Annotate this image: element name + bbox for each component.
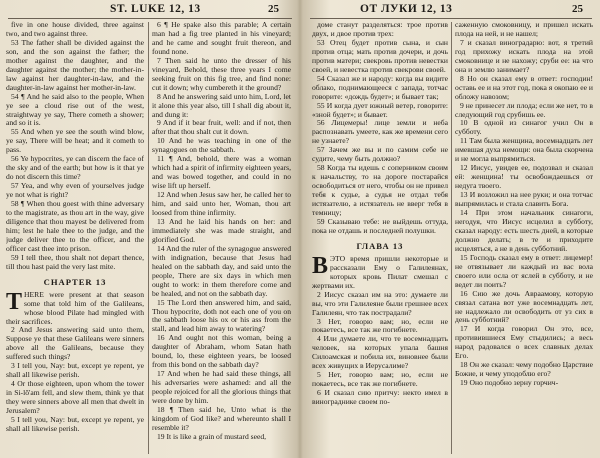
drop-cap: T [6, 288, 23, 315]
verse: 11 Там была женщина, восемнадцать лет имевшая духа немощи: она была скорчена и не могла выпрямиться. [455, 136, 593, 164]
verse: 14 При этом начальник синагоги, негодуя, что Иисус исцелил в субботу, сказал народу: есть шесть дней, в которые должно делать; в те и приходите исцеляться, а не в день субботний. [455, 208, 593, 253]
verse: 13 And he laid his hands on her: and immediately she was made straight, and glorified God. [152, 216, 291, 244]
verse: 56 Лицемеры! лице земли и неба распознавать умеете, как же времени сего не узнаете? [312, 118, 448, 146]
verse: 9 не принесет ли плода; если же нет, то в следующий год срубишь ее. [455, 100, 593, 119]
right-page [300, 0, 600, 458]
verse: 17 И когда говорил Он это, все, противившиеся Ему стыдились; а весь народ радовался о всех славных делах Его. [455, 324, 593, 361]
column-divider [451, 22, 452, 454]
verse: 55 And when ye see the south wind blow, ye say, There will be heat; and it cometh to pass. [6, 127, 144, 155]
running-header: ST. LUKE 12, 13 [110, 3, 201, 15]
column-divider [148, 22, 149, 454]
chapter-heading: ГЛАВА 13 [356, 240, 404, 251]
verse: 4 Or those eighteen, upon whom the tower in Si-lō'am fell, and slew them, think ye that they were sinners above all men that dwelt in Jerusalem? [6, 379, 144, 416]
verse: 2 Иисус сказал им на это: думаете ли вы, что эти Галилеяне были грешнее всех Галилеян, что так пострадали? [312, 289, 448, 317]
verse: 9 And if it bear fruit, well: and if not, then after that thou shalt cut it down. [152, 118, 291, 137]
verse: 58 ¶ When thou goest with thine adversary to the magistrate, as thou art in the way, give diligence that thou mayest be delivered from him; lest he hale thee to the judge, and the judge deliver thee to the officer, and the officer cast thee into prison. [6, 199, 144, 253]
verse-first [6, 288, 144, 327]
verse: 5 Нет, говорю вам; но, если не покаетесь, все так же погибнете. [312, 370, 448, 389]
verse: 3 I tell you, Nay: but, except ye repent, ye shall all likewise perish. [6, 361, 144, 380]
verse: 7 и сказал виноградарю: вот, я третий год прихожу искать плода на этой смоковнице и не нахожу; сруби ее: на что она и землю занимает? [455, 37, 593, 74]
verse: 59 I tell thee, thou shalt not depart thence, till thou hast paid the very last mite. [6, 252, 144, 271]
verse: 7 Then said he unto the dresser of his vineyard, Behold, these three years I come seeking fruit on this fig tree, and find none: cut it down; why cumbereth it the ground? [152, 55, 291, 92]
verse: 55 И когда дует южный ветер, говорите: «зной будет»; и бывает. [312, 100, 448, 119]
right-column-1 [312, 21, 448, 458]
right-column-2 [455, 21, 593, 458]
verse: 15 Господь сказал ему в ответ: лицемер! не отвязывает ли каждый из вас вола своего или осла от яслей в субботу, и не ведет ли поить? [455, 252, 593, 289]
verse: 59 Сказываю тебе: не выйдешь оттуда, пока не отдашь и последней полушки. [312, 216, 448, 235]
verse: 2 And Jesus answering said unto them, Suppose ye that these Galileans were sinners above all the Galileans, because they suffered such things? [6, 325, 144, 362]
verse: 16 And ought not this woman, being a daughter of Abraham, whom Satan hath bound, lo, these eighteen years, be loosed from this bond on the sabbath day? [152, 333, 291, 370]
verse: 14 And the ruler of the synagogue answered with indignation, because that Jesus had healed on the sabbath day, and said unto the people, There are six days in which men ought to work: in them therefore come and be healed, and not on the sabbath day. [152, 243, 291, 298]
verse: 19 Оно подобно зерну горчич- [460, 378, 559, 388]
verse: 15 The Lord then answered him, and said, Thou hypocrite, doth not each one of you on the sabbath loose his ox or his ass from the stall, and lead him away to watering? [152, 297, 291, 334]
verse: 16 Сию же дочь Авраамову, которую связал сатана вот уже восемнадцать лет, не надлежало ли освободить от уз сих в день субботний? [455, 288, 593, 325]
verse: 10 В одной из синагог учил Он в субботу. [455, 118, 593, 137]
verse: 53 The father shall be divided against the son, and the son against the father; the mother against the daughter, and the daughter against the mother; the mother-in-law against her daughter-in-law, and the daughter-in-law against her mother-in-law. [6, 37, 144, 92]
verse: 56 Ye hypocrites, ye can discern the face of the sky and of the earth; but how is it that ye do not discern this time? [6, 154, 144, 182]
verse: 6 ¶ He spake also this parable; A certain man had a fig tree planted in his vineyard; and he came and sought fruit thereon, and found none. [152, 21, 291, 56]
verse: 5 I tell you, Nay: but, except ye repent, ye shall all likewise perish. [6, 414, 144, 433]
verse: 58 Когда ты идешь с соперником своим к начальству, то на дороге постарайся освободиться от него, чтобы он не привел тебя к судье, а судья не отдал тебя истязателю, а истязатель не вверг тебя в темницу; [312, 163, 448, 218]
verse: 6 И сказал сию притчу: некто имел в винограднике своем по- [312, 388, 448, 407]
verse: 19 It is like a grain of mustard seed, [157, 431, 267, 441]
verse: 8 And he answering said unto him, Lord, let it alone this year also, till I shall dig about it, and dung it: [152, 91, 291, 119]
verse: 57 Зачем же вы и по самим себе не судите, чему быть должно? [312, 145, 448, 164]
verse-text: HERE were present at that season some that told him of the Galileans, whose blood Pilate had mingled with their sacrifices. [6, 289, 144, 326]
verse: 54 Сказал же и народу: когда вы видите облако, поднимающееся с запада, тотчас говорите: «дождь будет»; и бывает так; [312, 73, 448, 101]
verse: 13 И возложил на нее руки; и она тотчас выпрямилась и стала славить Бога. [455, 190, 593, 209]
verse: доме станут разделяться: трое против двух, и двое против трех: [312, 21, 448, 38]
verse-first [312, 252, 448, 291]
verse: 54 ¶ And he said also to the people, When ye see a cloud rise out of the west, straightway ye say, There cometh a shower; and so it is. [6, 91, 144, 128]
verse: саженную смоковницу, и пришел искать плода на ней, и не нашел; [455, 21, 593, 38]
header-rule [310, 18, 592, 19]
verse: 10 And he was teaching in one of the synagogues on the sabbath. [152, 136, 291, 155]
verse: 3 Нет, говорю вам; но, если не покаетесь, все так же погибнете. [312, 316, 448, 335]
verse: 18 Он же сказал: чему подобно Царствие Божие, и чему уподоблю его? [455, 360, 593, 379]
verse: five in one house divided, three against two, and two against three. [6, 21, 144, 38]
verse: 57 Yea, and why even of yourselves judge ye not what is right? [6, 181, 144, 200]
running-header: ОТ ЛУКИ 12, 13 [360, 3, 453, 15]
verse: 18 ¶ Then said he, Unto what is the kingdom of God like? and whereunto shall I resemble it? [152, 404, 291, 432]
page-number: 25 [572, 3, 583, 15]
chapter-heading: CHAPTER 13 [43, 276, 107, 287]
drop-cap: В [312, 252, 329, 279]
verse: 12 Иисус, увидев ее, подозвал и сказал ей: женщина! ты освобождаешься от недуга твоего. [455, 163, 593, 191]
verse: 4 Или думаете ли, что те восемнадцать человек, на которых упала башня Силоамская и побила их, виновнее были всех живущих в Иерусалиме? [312, 334, 448, 371]
verse: 17 And when he had said these things, all his adversaries were ashamed: and all the people rejoiced for all the glorious things that were done by him. [152, 369, 291, 406]
page-number: 25 [268, 3, 279, 15]
verse: 53 Отец будет против сына, и сын против отца; мать против дочери, и дочь против матери; свекровь против невестки своей, и невестка против свекрови своей. [312, 37, 448, 74]
verse: 8 Но он сказал ему в ответ: господин! оставь ее и на этот год, пока я окопаю ее и обложу навозом; [455, 73, 593, 101]
header-rule [8, 18, 292, 19]
left-column-2 [152, 21, 291, 458]
verse: 12 And when Jesus saw her, he called her to him, and said unto her, Woman, thou art loosed from thine infirmity. [152, 190, 291, 218]
verse-text: ЭТО время пришли некоторые и рассказали Ему о Галилеянах, которых кровь Пилат смешал с жертвами их. [312, 253, 448, 290]
left-column-1 [6, 21, 144, 458]
verse: 11 ¶ And, behold, there was a woman which had a spirit of infirmity eighteen years, and was bowed together, and could in no wise lift up herself. [152, 154, 291, 191]
